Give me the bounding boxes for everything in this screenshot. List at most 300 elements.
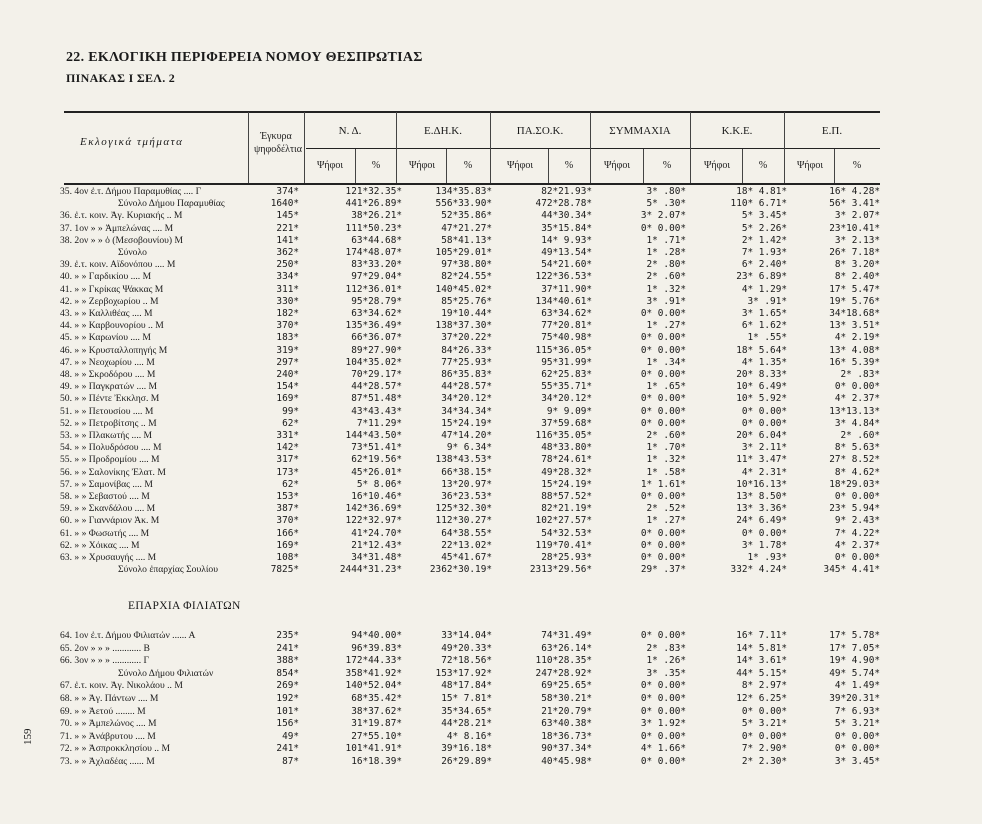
section-label: 65. 2ον » » » ............ Β [60, 642, 150, 654]
table-row [0, 345, 982, 357]
party-result-cell: 18*29.03* [829, 478, 880, 490]
party-result-cell: 20* 8.33* [736, 369, 787, 380]
table-row [0, 296, 982, 308]
party-result-cell: 52*35.86* [441, 210, 492, 222]
valid-ballots-cell: 108* [276, 552, 299, 563]
table-row [0, 515, 982, 527]
valid-ballots-cell: 49* [282, 730, 299, 742]
party-result-cell: 0* 0.00* [640, 680, 686, 692]
section-label: 60. » » Γιαννάριον Ἀκ. Μ [60, 515, 160, 527]
section-label: 49. » » Παγκρατών .... Μ [60, 381, 158, 393]
party-result-cell: 39*20.31* [829, 693, 880, 704]
party-result-cell: 34*20.12* [541, 393, 592, 405]
party-result-cell: 153*17.92* [435, 667, 492, 679]
party-result-cell: 0* 0.00* [640, 417, 686, 429]
party-result-cell: 174*48.07* [345, 247, 402, 258]
party-result-cell: 22*13.02* [441, 539, 492, 551]
party-result-cell: 20* 6.04* [736, 430, 787, 441]
party-result-cell: 16* 5.39* [829, 356, 880, 368]
section-label: 72. » » Ἀσπροκκλησίου .. Μ [60, 743, 170, 755]
party-result-cell: 0* 0.00* [834, 552, 880, 563]
party-result-cell: 27*55.10* [351, 730, 402, 742]
party-result-cell: 16* 7.11* [736, 630, 787, 641]
party-result-cell: 0* 0.00* [834, 730, 880, 742]
table-row [0, 198, 982, 210]
party-result-cell: 88*57.52* [541, 491, 592, 502]
party-result-cell: 48*33.80* [541, 442, 592, 454]
table-row [0, 284, 982, 296]
section-label: 64. 1ον ἐ.τ. Δήμου Φιλιατών ...... Α [60, 630, 196, 641]
party-result-cell: 0* 0.00* [640, 693, 686, 704]
header-divider [590, 112, 591, 183]
section-label: 51. » » Πετουσίου .... Μ [60, 405, 154, 417]
party-result-cell: 43*43.43* [351, 405, 402, 417]
valid-ballots-cell: 269* [276, 680, 299, 692]
valid-ballots-cell: 235* [276, 630, 299, 641]
party-result-cell: 2* .60* [840, 430, 880, 441]
party-result-cell: 11* 3.47* [736, 454, 787, 466]
party-result-cell: 2362*30.19* [429, 564, 492, 576]
party-result-cell: 62*19.56* [351, 454, 402, 466]
valid-ballots-cell: 317* [276, 454, 299, 466]
party-result-cell: 70*29.17* [351, 369, 402, 380]
party-result-cell: 31*19.87* [351, 718, 402, 730]
party-result-cell: 3* 1.65* [741, 308, 787, 319]
section-label: 42. » » Ζερβοχωρίου .. Μ [60, 295, 159, 307]
party-result-cell: 2313*29.56* [529, 564, 592, 576]
votes-header: Ψήφοι [316, 160, 344, 171]
party-result-cell: 95*31.99* [541, 356, 592, 368]
party-result-cell: 45*41.67* [441, 552, 492, 563]
valid-ballots-cell: 334* [276, 271, 299, 283]
table-row [0, 528, 982, 540]
section-label: 43. » » Καλλιθέας .... Μ [60, 308, 153, 319]
section-label: 52. » » Πετροβίτσης .. Μ [60, 417, 157, 429]
party-result-cell: 0* 0.00* [640, 705, 686, 717]
table-row [0, 369, 982, 381]
party-result-cell: 3* 3.45* [834, 756, 880, 767]
valid-ballots-cell: 62* [282, 478, 299, 490]
table-row [0, 235, 982, 247]
party-result-cell: 6* 2.40* [741, 259, 787, 271]
party-result-cell: 3* 2.13* [834, 234, 880, 246]
party-result-cell: 3* .91* [747, 295, 787, 307]
party-result-cell: 38*26.21* [351, 210, 402, 222]
party-result-cell: 23* 5.94* [829, 503, 880, 515]
party-result-cell: 2* .60* [646, 430, 686, 441]
party-result-cell: 0* 0.00* [640, 222, 686, 234]
section-label: Σύνολο Δήμου Παραμυθίας [118, 198, 225, 210]
valid-ballots-cell: 99* [282, 405, 299, 417]
party-result-cell: 0* 0.00* [640, 332, 686, 344]
valid-ballots-cell: 330* [276, 295, 299, 307]
valid-ballots-cell: 362* [276, 247, 299, 258]
party-result-cell: 19*10.44* [441, 308, 492, 319]
party-result-cell: 82*21.19* [541, 503, 592, 515]
valid-ballots-cell: 153* [276, 491, 299, 502]
table-row [0, 467, 982, 479]
party-result-cell: 39*16.18* [441, 743, 492, 755]
page-subtitle: ΠΙΝΑΚΑΣ Ι ΣΕΛ. 2 [66, 71, 176, 85]
valid-ballots-cell: 101* [276, 705, 299, 717]
party-result-cell: 24* 6.49* [736, 515, 787, 527]
party-result-cell: 16* 4.28* [829, 186, 880, 197]
party-result-cell: 63*26.14* [541, 642, 592, 654]
section-label: 59. » » Σκανδάλου .... Μ [60, 503, 156, 515]
party-result-cell: 44*30.34* [541, 210, 592, 222]
party-result-cell: 85*25.76* [441, 295, 492, 307]
party-result-cell: 35*15.84* [541, 222, 592, 234]
header-divider [784, 112, 785, 183]
party-result-cell: 0* 0.00* [640, 730, 686, 742]
party-result-cell: 4* 1.29* [741, 283, 787, 295]
party-result-cell: 105*29.01* [435, 247, 492, 258]
party-result-cell: 3* 2.11* [741, 442, 787, 454]
party-result-cell: 134*40.61* [535, 295, 592, 307]
party-result-cell: 7* 4.22* [834, 527, 880, 539]
party-result-cell: 140*45.02* [435, 283, 492, 295]
valid-ballots-cell: 173* [276, 466, 299, 478]
party-result-cell: 15*24.19* [541, 478, 592, 490]
party-result-cell: 49*13.54* [541, 247, 592, 258]
party-result-cell: 2444*31.23* [339, 564, 402, 576]
party-result-cell: 247*28.92* [535, 667, 592, 679]
party-result-cell: 82*21.93* [541, 186, 592, 197]
party-result-cell: 5* 8.06* [356, 478, 402, 490]
section-label: 45. » » Καρωνίου .... Μ [60, 332, 151, 344]
party-result-cell: 66*36.07* [351, 332, 402, 344]
party-result-cell: 19* 4.90* [829, 655, 880, 667]
party-result-cell: 14* 3.61* [736, 655, 787, 667]
party-result-cell: 0* 0.00* [741, 527, 787, 539]
header-party-rule [306, 148, 880, 149]
party-result-cell: 4* 2.37* [834, 539, 880, 551]
party-result-cell: 35*34.65* [441, 705, 492, 717]
party-result-cell: 2* .83* [646, 642, 686, 654]
party-result-cell: 102*27.57* [535, 515, 592, 527]
party-result-cell: 0* 0.00* [640, 308, 686, 319]
party-result-cell: 110*28.35* [535, 655, 592, 667]
party-result-cell: 332* 4.24* [730, 564, 787, 576]
party-result-cell: 7* 2.90* [741, 743, 787, 755]
table-row [0, 731, 982, 743]
party-result-cell: 0* 0.00* [640, 539, 686, 551]
party-result-cell: 77*20.81* [541, 320, 592, 332]
table-row [0, 479, 982, 491]
party-result-cell: 1* .71* [646, 234, 686, 246]
votes-header: Ψήφοι [796, 160, 824, 171]
party-result-cell: 94*40.00* [351, 630, 402, 641]
party-result-cell: 13* 3.51* [829, 320, 880, 332]
party-result-cell: 34*34.34* [441, 405, 492, 417]
party-result-cell: 83*33.20* [351, 259, 402, 271]
party-result-cell: 1* .32* [646, 454, 686, 466]
section-label: 38. 2ον » » ὁ (Μεσοβουνίου) Μ [60, 234, 184, 246]
party-result-cell: 1* .26* [646, 655, 686, 667]
party-result-cell: 4* 1.35* [741, 356, 787, 368]
party-result-cell: 19* 5.76* [829, 295, 880, 307]
party-result-cell: 90*37.34* [541, 743, 592, 755]
party-result-cell: 142*36.69* [345, 503, 402, 515]
party-result-cell: 7*11.29* [356, 417, 402, 429]
table-row [0, 743, 982, 755]
party-result-cell: 73*51.41* [351, 442, 402, 454]
section-label: 70. » » Ἀμπελώνος .... Μ [60, 718, 157, 730]
party-result-cell: 45*26.01* [351, 466, 402, 478]
table-row [0, 680, 982, 692]
party-result-cell: 87*51.48* [351, 393, 402, 405]
section-label: 68. » » Ἀγ. Πάντων .... Μ [60, 693, 159, 704]
valid-ballots-cell: 387* [276, 503, 299, 515]
party-result-cell: 89*27.90* [351, 344, 402, 356]
party-result-cell: 38*37.62* [351, 705, 402, 717]
table-row [0, 381, 982, 393]
section-label: 73. » » Ἀχλαδέας ...... Μ [60, 756, 155, 767]
party-result-cell: 0* 0.00* [834, 491, 880, 502]
pct-header: % [662, 160, 672, 171]
party-result-cell: 27* 8.52* [829, 454, 880, 466]
valid-ballots-cell: 311* [276, 283, 299, 295]
party-result-cell: 8* 2.97* [741, 680, 787, 692]
table-row [0, 357, 982, 369]
party-result-cell: 26*29.89* [441, 756, 492, 767]
party-result-cell: 125*32.30* [435, 503, 492, 515]
party-result-cell: 3* .80* [646, 186, 686, 197]
party-result-cell: 29* .37* [640, 564, 686, 576]
valid-ballots-cell: 141* [276, 234, 299, 246]
section-label: 63. » » Χρυσαυγής .... Μ [60, 552, 157, 563]
party-result-cell: 3* 2.07* [834, 210, 880, 222]
party-result-cell: 16*18.39* [351, 756, 402, 767]
party-result-cell: 68*35.42* [351, 693, 402, 704]
party-result-cell: 82*24.55* [441, 271, 492, 283]
party-result-cell: 1* .34* [646, 356, 686, 368]
party-result-cell: 4* 8.16* [446, 730, 492, 742]
section-label: 61. » » Φωσωτής .... Μ [60, 527, 150, 539]
party-result-cell: 3* 4.84* [834, 417, 880, 429]
party-kke: Κ.Κ.Ε. [721, 125, 753, 137]
party-result-cell: 0* 0.00* [640, 756, 686, 767]
party-result-cell: 37*11.90* [541, 283, 592, 295]
votes-header: Ψήφοι [506, 160, 534, 171]
party-result-cell: 1* 1.61* [640, 478, 686, 490]
valid-ballots-cell: 374* [276, 186, 299, 197]
party-result-cell: 13*13.13* [829, 405, 880, 417]
party-result-cell: 49* 5.74* [829, 667, 880, 679]
party-result-cell: 44*28.21* [441, 718, 492, 730]
party-result-cell: 5* 2.26* [741, 222, 787, 234]
party-result-cell: 7* 6.93* [834, 705, 880, 717]
party-result-cell: 104*35.02* [345, 356, 402, 368]
valid-ballots-cell: 182* [276, 308, 299, 319]
table-row [0, 210, 982, 222]
party-result-cell: 34*31.48* [351, 552, 402, 563]
party-result-cell: 44* 5.15* [736, 667, 787, 679]
party-result-cell: 14* 9.93* [541, 234, 592, 246]
party-result-cell: 44*28.57* [351, 381, 402, 393]
party-result-cell: 10* 6.49* [736, 381, 787, 393]
party-result-cell: 0* 0.00* [640, 405, 686, 417]
party-result-cell: 3* 1.92* [640, 718, 686, 730]
party-result-cell: 1* .28* [646, 247, 686, 258]
party-result-cell: 0* 0.00* [741, 417, 787, 429]
section-label: 36. ἐ.τ. κοιν. Ἀγ. Κυριακής .. Μ [60, 210, 183, 222]
party-result-cell: 33*14.04* [441, 630, 492, 641]
table-row [0, 247, 982, 259]
party-result-cell: 101*41.91* [345, 743, 402, 755]
party-result-cell: 86*35.83* [441, 369, 492, 380]
party-result-cell: 95*28.79* [351, 295, 402, 307]
valid-ballots-cell: 250* [276, 259, 299, 271]
party-result-cell: 78*24.61* [541, 454, 592, 466]
table-row [0, 418, 982, 430]
valid-ballots-cell: 7825* [270, 564, 299, 576]
section-label: Σύνολο Δήμου Φιλιατών [118, 667, 214, 679]
party-result-cell: 9* 2.43* [834, 515, 880, 527]
party-result-cell: 21*20.79* [541, 705, 592, 717]
section-label: 69. » » Ἀετού ........ Μ [60, 705, 146, 717]
party-result-cell: 15*24.19* [441, 417, 492, 429]
party-result-cell: 13*20.97* [441, 478, 492, 490]
party-result-cell: 56* 3.41* [829, 198, 880, 210]
party-result-cell: 115*36.05* [535, 344, 592, 356]
section-label: 40. » » Γαρδικίου .... Μ [60, 271, 152, 283]
header-divider [248, 112, 249, 183]
party-result-cell: 63*34.62* [351, 308, 402, 319]
section-label: 47. » » Νεοχωρίου .... Μ [60, 356, 155, 368]
party-symmachia: ΣΥΜΜΑΧΙΑ [609, 125, 671, 137]
table-row [0, 454, 982, 466]
party-result-cell: 14* 5.81* [736, 642, 787, 654]
party-result-cell: 9* 9.09* [546, 405, 592, 417]
party-result-cell: 138*37.30* [435, 320, 492, 332]
party-result-cell: 112*36.01* [345, 283, 402, 295]
party-result-cell: 37*20.22* [441, 332, 492, 344]
party-result-cell: 54*21.60* [541, 259, 592, 271]
valid-ballots-cell: 370* [276, 320, 299, 332]
section-label: 50. » » Πέντε Ἐκκλησ. Μ [60, 393, 160, 405]
valid-ballots-cell: 221* [276, 222, 299, 234]
table-row [0, 393, 982, 405]
header-divider [490, 112, 491, 183]
table-row [0, 406, 982, 418]
table-row [0, 186, 982, 198]
party-result-cell: 0* 0.00* [834, 381, 880, 393]
table-row [0, 320, 982, 332]
party-result-cell: 49*20.33* [441, 642, 492, 654]
party-result-cell: 0* 0.00* [640, 552, 686, 563]
table-row [0, 564, 982, 576]
section-label: 35. 4ον ἐ.τ. Δήμου Παραμυθίας .... Γ [60, 186, 202, 197]
header-registered: Έγκυρα ψηφοδέλτια [254, 131, 302, 155]
party-result-cell: 40*45.98* [541, 756, 592, 767]
votes-header: Ψήφοι [603, 160, 631, 171]
valid-ballots-cell: 156* [276, 718, 299, 730]
section-label: Σύνολο ἐπαρχίας Σουλίου [118, 564, 218, 576]
valid-ballots-cell: 854* [276, 667, 299, 679]
party-result-cell: 28*25.93* [541, 552, 592, 563]
section-label: 39. ἐ.τ. κοιν. Αϊδονόπου .... Μ [60, 259, 176, 271]
valid-ballots-cell: 154* [276, 381, 299, 393]
party-result-cell: 21*12.43* [351, 539, 402, 551]
party-result-cell: 8* 2.40* [834, 271, 880, 283]
page-number: 159 [22, 728, 34, 745]
party-result-cell: 17* 5.47* [829, 283, 880, 295]
table-row [0, 271, 982, 283]
votes-header: Ψήφοι [408, 160, 436, 171]
party-result-cell: 58*30.21* [541, 693, 592, 704]
votes-header: Ψήφοι [703, 160, 731, 171]
party-result-cell: 36*23.53* [441, 491, 492, 502]
party-result-cell: 4* 1.49* [834, 680, 880, 692]
party-result-cell: 2* 2.30* [741, 756, 787, 767]
party-pasok: ΠΑ.ΣΟ.Κ. [516, 125, 564, 137]
header-divider [396, 112, 397, 183]
section-label: 62. » » Χόικας .... Μ [60, 539, 140, 551]
party-result-cell: 1* .65* [646, 381, 686, 393]
party-result-cell: 18* 5.64* [736, 344, 787, 356]
party-result-cell: 55*35.71* [541, 381, 592, 393]
table-row [0, 655, 982, 667]
section-label: Σύνολο [118, 247, 147, 258]
party-result-cell: 37*59.68* [541, 417, 592, 429]
party-result-cell: 8* 4.62* [834, 466, 880, 478]
party-result-cell: 5* 3.21* [834, 718, 880, 730]
party-result-cell: 41*24.70* [351, 527, 402, 539]
table-row [0, 259, 982, 271]
table-row [0, 491, 982, 503]
party-result-cell: 16*10.46* [351, 491, 402, 502]
header-sections: Εκλογικά τμήματα [80, 136, 184, 148]
party-edik: Ε.ΔΗ.Κ. [424, 125, 462, 137]
section-label: 54. » » Πολυδρόσου .... Μ [60, 442, 162, 454]
party-result-cell: 172*44.33* [345, 655, 402, 667]
table-row [0, 552, 982, 564]
party-result-cell: 8* 3.20* [834, 259, 880, 271]
valid-ballots-cell: 241* [276, 743, 299, 755]
party-result-cell: 441*26.89* [345, 198, 402, 210]
party-result-cell: 13* 3.36* [736, 503, 787, 515]
party-result-cell: 2* 1.42* [741, 234, 787, 246]
party-result-cell: 116*35.05* [535, 430, 592, 441]
party-result-cell: 0* 0.00* [640, 491, 686, 502]
party-result-cell: 0* 0.00* [640, 630, 686, 641]
table-row [0, 332, 982, 344]
table-row [0, 223, 982, 235]
party-result-cell: 15* 7.81* [441, 693, 492, 704]
party-result-cell: 4* 2.37* [834, 393, 880, 405]
party-result-cell: 112*30.27* [435, 515, 492, 527]
party-result-cell: 345* 4.41* [823, 564, 880, 576]
party-result-cell: 3* .91* [646, 295, 686, 307]
party-result-cell: 26* 7.18* [829, 247, 880, 258]
party-result-cell: 1* .55* [747, 332, 787, 344]
party-result-cell: 122*36.53* [535, 271, 592, 283]
party-result-cell: 63*44.68* [351, 234, 402, 246]
table-row [0, 430, 982, 442]
valid-ballots-cell: 62* [282, 417, 299, 429]
section-label: 71. » » Ἀνάβρυτου .... Μ [60, 730, 156, 742]
party-result-cell: 5* 3.45* [741, 210, 787, 222]
party-result-cell: 62*25.83* [541, 369, 592, 380]
party-result-cell: 34*20.12* [441, 393, 492, 405]
party-result-cell: 1* .27* [646, 320, 686, 332]
party-result-cell: 74*31.49* [541, 630, 592, 641]
party-result-cell: 13* 4.08* [829, 344, 880, 356]
pct-header: % [564, 160, 574, 171]
valid-ballots-cell: 192* [276, 693, 299, 704]
party-result-cell: 0* 0.00* [741, 705, 787, 717]
